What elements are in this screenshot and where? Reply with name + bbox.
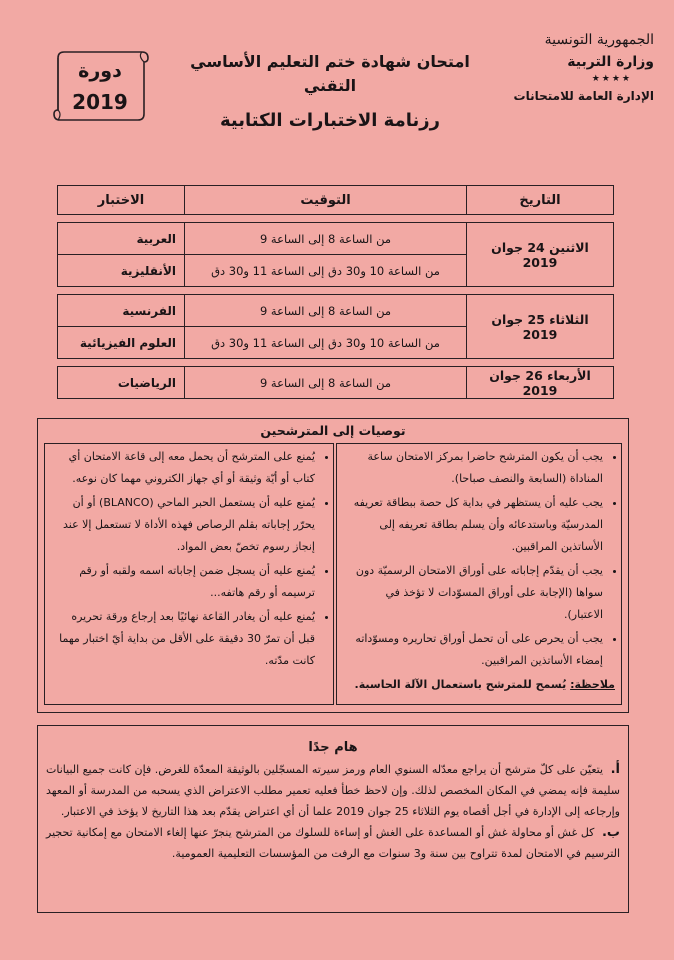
list-item: • يُمنع عليه أن يسجل ضمن إجاباته اسمه ولقبه أو رقم ترسيمه أو رقم هاتفه... — [51, 560, 315, 604]
recommendations-forbidden — [44, 443, 334, 705]
required-list — [343, 446, 615, 672]
table-header-row — [58, 186, 614, 215]
header-time: التوقيت — [185, 186, 467, 215]
important-item-b — [46, 822, 620, 864]
exam-date: الاثنين 24 جوان 2019 — [467, 223, 614, 287]
important-notice — [37, 725, 629, 913]
list-item: • يجب أن يقدّم إجاباته على أوراق الامتحان الرسميّة دون سواها (الإجابة على أوراق المسوّدات لا تؤخذ في الاعتبار). — [343, 560, 603, 626]
calendar-title: رزنامة الاختبارات الكتابية — [220, 110, 440, 131]
recommendations-box — [37, 418, 629, 713]
table-row — [58, 223, 614, 255]
list-item: • يجب عليه أن يستظهر في بداية كل حصة ببطاقة تعريفه المدرسيّة وباستدعائه وأن يسلم بطاقة تعريفه إلى الأساتذين المراقبين. — [343, 492, 603, 558]
directorate-name: الإدارة العامة للامتحانات — [513, 89, 654, 104]
exam-subject: الرياضيات — [58, 367, 185, 399]
list-item: • يُمنع عليه أن يغادر القاعة نهائيًا بعد إرجاع ورقة تحريره قبل أن تمرّ 30 دقيقة على الأقل من بداية أيّ اختبار مهما كانت مدّته. — [51, 606, 315, 672]
exam-time: من الساعة 8 إلى الساعة 9 — [185, 367, 467, 399]
session-label: دورة — [78, 60, 122, 82]
note-text: يُسمح للمترشح باستعمال الآلة الحاسبة. — [354, 678, 567, 691]
item-marker: أ. — [610, 762, 621, 777]
exam-time: من الساعة 8 إلى الساعة 9 — [185, 223, 467, 255]
exam-time: من الساعة 8 إلى الساعة 9 — [185, 295, 467, 327]
ministry-name: وزارة التربية — [567, 53, 654, 70]
exam-date: الأربعاء 26 جوان 2019 — [467, 367, 614, 399]
exam-subject: العلوم الفيزيائية — [58, 327, 185, 359]
stars-ornament: ★★★★ — [591, 74, 632, 85]
note-label: ملاحظة: — [570, 678, 615, 691]
exam-subject: الفرنسية — [58, 295, 185, 327]
important-title: هام جدًا — [308, 740, 358, 755]
item-marker: ب. — [601, 825, 620, 840]
header-subject: الاختبار — [58, 186, 185, 215]
item-text: كل غش أو محاولة غش أو المساعدة على الغش أو إساءة للسلوك من المترشح ينجرّ عنها إلغاء الامتحان مع إمكانية تحجير الترسيم في الامتحان لمدة تتراوح بين سنة و3 سنوات مع الرفت من المؤسسات التعليمية العمومية. — [46, 826, 620, 860]
item-text: يتعيّن على كلّ مترشح أن يراجع معدّله السنوي العام ورمز سيرته المسجّلين بالوثيقة المعدّة للغرض. فإن كانت جميع البيانات سليمة فإنه يمضي في المكان المخصص لذلك. وإن لاحظ خطأ فعليه تعمير مطلب الاعتراض الذي يسحبه من المدرسة أو المعهد وإرجاعه إلى الإدارة في أجل أقصاه يوم الثلاثاء 25 جوان 2019 علما أن أي اعتراض يقدّم بعد هذا التاريخ لا يؤخذ في الاعتبار. — [46, 763, 620, 818]
important-item-a — [46, 759, 620, 822]
table-row — [58, 295, 614, 327]
header-date: التاريخ — [467, 186, 614, 215]
exam-schedule-table — [57, 185, 614, 399]
exam-subject: العربية — [58, 223, 185, 255]
exam-date: الثلاثاء 25 جوان 2019 — [467, 295, 614, 359]
table-row — [58, 367, 614, 399]
recommendations-required — [336, 443, 622, 705]
exam-time: من الساعة 10 و30 دق إلى الساعة 11 و30 دق — [185, 255, 467, 287]
list-item: • يُمنع على المترشح أن يحمل معه إلى قاعة الامتحان أي كتاب أو أيّة وثيقة أو أي جهاز الكتروني مهما كان نوعه. — [51, 446, 315, 490]
list-item: • يجب أن يحرص على أن تحمل أوراق تحاريره ومسوّداته إمضاء الأساتذين المراقبين. — [343, 628, 603, 672]
session-scroll — [50, 48, 150, 126]
republic-name: الجمهورية التونسية — [544, 32, 654, 48]
document-titles — [165, 50, 495, 136]
forbidden-list — [51, 446, 327, 672]
exam-subject: الأنقليزية — [58, 255, 185, 287]
exam-title: امتحان شهادة ختم التعليم الأساسي التقني — [190, 52, 470, 95]
list-item: • يجب أن يكون المترشح حاضرا بمركز الامتحان ساعة المناداة (السابعة والنصف صباحا). — [343, 446, 603, 490]
calculator-note — [343, 674, 615, 696]
list-item: • يُمنع عليه أن يستعمل الحبر الماحي (BLANCO) أو أن يحرّر إجاباته بقلم الرصاص فهذه الأداة لا تستعمل إلا عند إنجاز رسوم تخصّ بعض المواد. — [51, 492, 315, 558]
ministry-header — [484, 30, 654, 106]
recommendations-title: توصيات إلى المترشحين — [260, 423, 406, 438]
session-year: 2019 — [72, 90, 128, 114]
exam-time: من الساعة 10 و30 دق إلى الساعة 11 و30 دق — [185, 327, 467, 359]
